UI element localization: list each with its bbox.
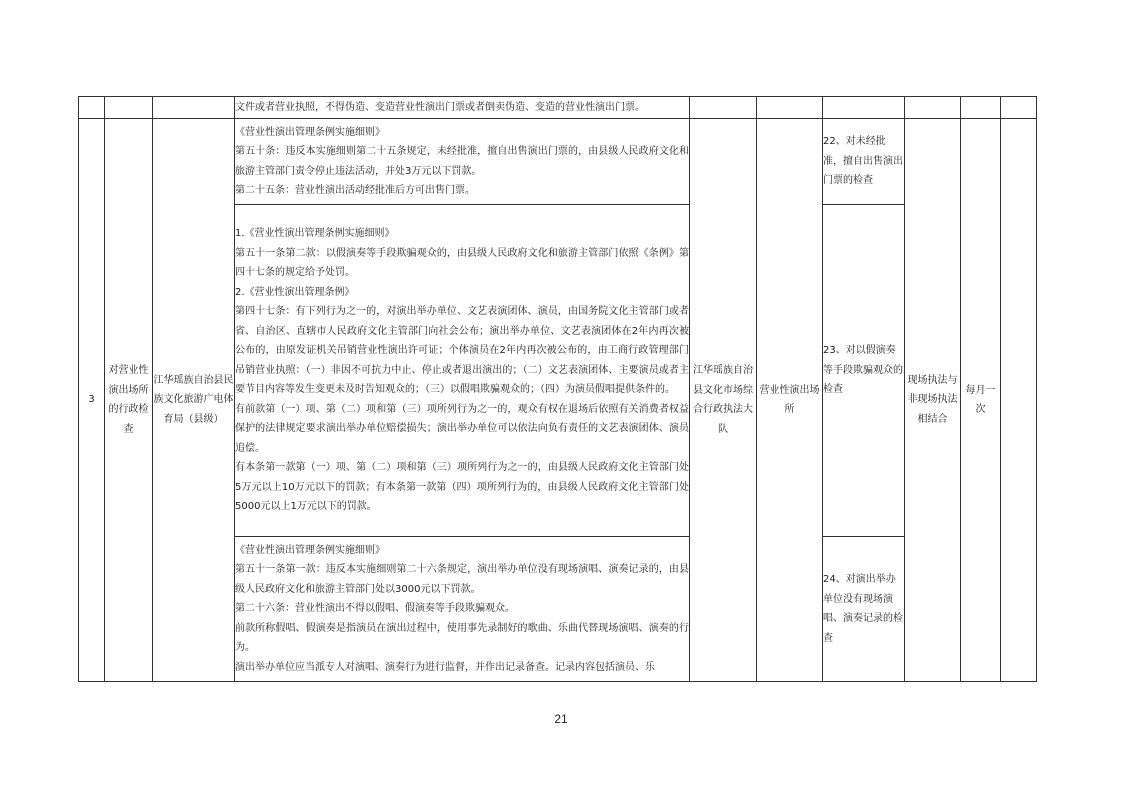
empty-cell: [1001, 97, 1037, 119]
category-cell: 对营业性演出场所的行政检查: [105, 119, 153, 682]
law-paragraph: 《营业性演出管理条例实施细则》: [235, 126, 385, 138]
law-paragraph: 前款所称假唱、假演奏是指演员在演出过程中，使用事先录制好的歌曲、乐曲代替现场演唱、演奏的行为。: [235, 622, 689, 654]
empty-cell: [79, 97, 105, 119]
law-paragraph: 《营业性演出管理条例实施细则》: [235, 544, 385, 556]
empty-cell: [757, 97, 823, 119]
inspection-item-cell: 23、对以假演奏等手段欺骗观众的检查: [823, 205, 905, 537]
empty-cell: [823, 97, 905, 119]
table-row-continued: [79, 97, 1037, 119]
law-text-cell: [235, 97, 690, 119]
implementer-cell: 江华瑶族自治县文化市场综合行政执法大队: [690, 119, 757, 682]
empty-cell: [961, 97, 1001, 119]
law-paragraph: 第五十条：违反本实施细则第二十五条规定，未经批准，擅自出售演出门票的，由县级人民政府文化和旅游主管部门责令停止违法活动，并处3万元以下罚款。: [235, 146, 689, 177]
empty-cell: [905, 97, 961, 119]
empty-cell: [690, 97, 757, 119]
inspection-table: [78, 96, 1037, 682]
authority-cell: 江华瑶族自治县民族文化旅游广电体育局（县级）: [153, 119, 235, 682]
law-text-cell: [235, 205, 690, 537]
row-number-cell: 3: [79, 119, 105, 682]
remarks-cell: [1001, 119, 1037, 682]
law-paragraph: 有前款第（一）项、第（二）项和第（三）项所列行为之一的，观众有权在退场后依照有关消费者权益保护的法律规定要求演出举办单位赔偿损失；演出举办单位可以依法向负有责任的文艺表演团体、演员追偿。: [235, 403, 689, 454]
empty-cell: [153, 97, 235, 119]
law-paragraph: 第二十六条：营业性演出不得以假唱、假演奏等手段欺骗观众。: [235, 603, 515, 615]
method-cell: 现场执法与非现场执法相结合: [905, 119, 961, 682]
law-paragraph: 第四十七条：有下列行为之一的，对演出举办单位、文艺表演团体、演员，由国务院文化主管部门或者省、自治区、直辖市人民政府文化主管部门向社会公布；演出举办单位、文艺表演团体在2年内再次被公布的，由原发证机关吊销营业性演出许可证；个体演员在2年内再次被公布的，由工商行政管理部门吊销营业执照：（一）非因不可抗力中止、停止或者退出演出的；（二）文艺表演团体、主要演员或者主要节目内容等发生变更未及时告知观众的；（三）以假唱欺骗观众的；（四）为演员假唱提供条件的。: [235, 306, 689, 396]
law-paragraph: 演出举办单位应当派专人对演唱、演奏行为进行监督，并作出记录备查。记录内容包括演员、乐: [235, 661, 655, 673]
law-paragraph: 1.《营业性演出管理条例实施细则》: [235, 228, 395, 240]
law-paragraph: 第五十一条第一款：违反本实施细则第二十六条规定，演出举办单位没有现场演唱、演奏记录的，由县级人民政府文化和旅游主管部门处以3000元以下罚款。: [235, 564, 689, 595]
law-text-cell: [235, 537, 690, 682]
law-paragraph: 2.《营业性演出管理条例》: [235, 286, 355, 298]
object-cell: 营业性演出场所: [757, 119, 823, 682]
table-row-item-22: [79, 119, 1037, 205]
law-text-cell: [235, 119, 690, 205]
inspection-item-cell: 22、对未经批准，擅自出售演出门票的检查: [823, 119, 905, 205]
law-paragraph: 第二十五条：营业性演出活动经批准后方可出售门票。: [235, 185, 475, 196]
page-number: 21: [554, 712, 568, 726]
law-paragraph: 有本条第一款第（一）项、第（二）项和第（三）项所列行为之一的，由县级人民政府文化主管部门处5万元以上10万元以下的罚款；有本条第一款第（四）项所列行为的，由县级人民政府文化主管部门处5000元以上1万元以下的罚款。: [235, 462, 689, 513]
law-paragraph: 第五十一条第二款：以假演奏等手段欺骗观众的，由县级人民政府文化和旅游主管部门依照《条例》第四十七条的规定给予处罚。: [235, 247, 689, 279]
frequency-cell: 每月一次: [961, 119, 1001, 682]
law-text: 文件或者营业执照，不得伪造、变造营业性演出门票或者倒卖伪造、变造的营业性演出门票。: [235, 101, 645, 113]
inspection-item-cell: 24、对演出举办单位没有现场演唱、演奏记录的检查: [823, 537, 905, 682]
empty-cell: [105, 97, 153, 119]
